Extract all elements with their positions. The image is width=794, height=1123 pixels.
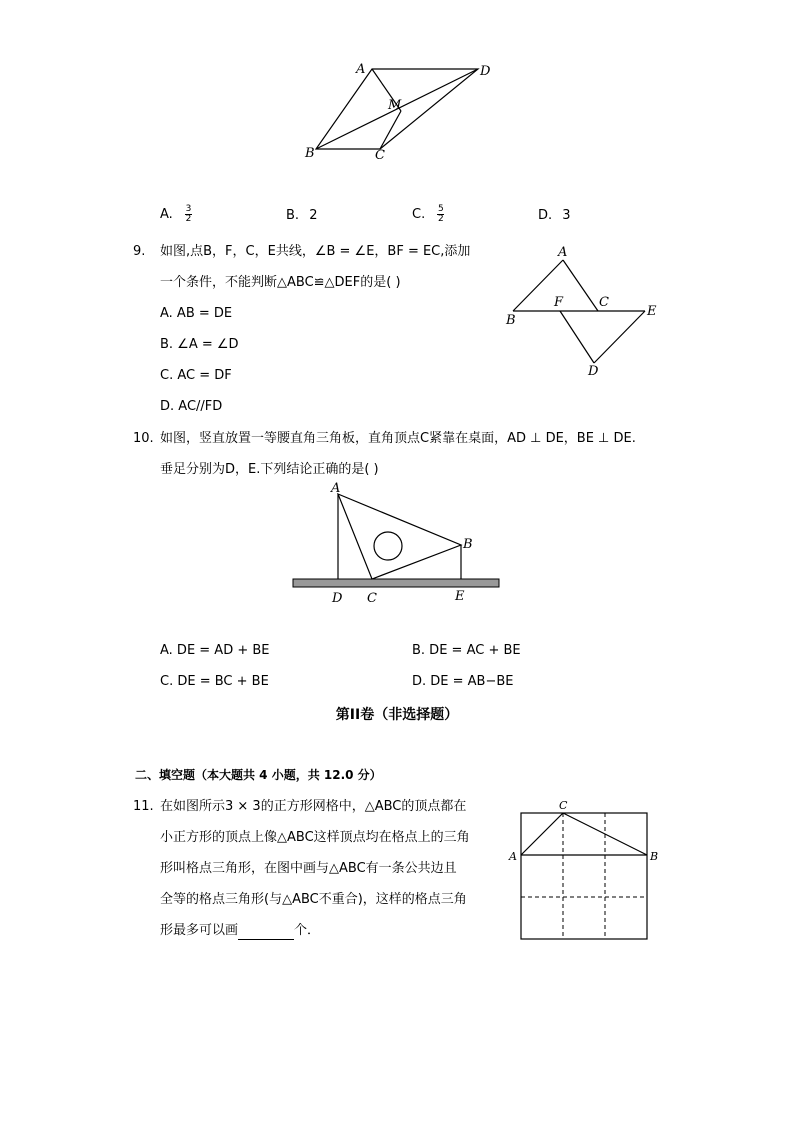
- q9-stem-line1: 如图,点B，F，C，E共线，∠B = ∠E，BF = EC,添加: [160, 244, 471, 259]
- q9-label-e: E: [647, 304, 657, 319]
- label-c: C: [375, 148, 385, 163]
- q8-a-denominator: 2: [185, 214, 192, 224]
- label-b: B: [305, 146, 315, 161]
- q10-option-d[interactable]: D. DE = AB−BE: [412, 674, 514, 689]
- q8-figure: [300, 55, 500, 165]
- q8-option-a-label: A.: [160, 207, 173, 222]
- q11-line5-pre: 形最多可以画: [160, 923, 239, 938]
- q9-label-b: B: [506, 313, 516, 328]
- q11-grid-figure: [505, 796, 665, 946]
- q10-option-b[interactable]: B. DE = AC + BE: [412, 643, 521, 658]
- q10-option-a[interactable]: A. DE = AD + BE: [160, 643, 270, 658]
- label-m: M: [388, 98, 402, 113]
- q11-line5-post: 个．: [294, 923, 321, 938]
- answer-blank[interactable]: [238, 925, 294, 940]
- q10-stem-line2: 垂足分别为D，E.下列结论正确的是( ): [160, 462, 379, 477]
- q11-stem-line1: 在如图所示3 × 3的正方形网格中，△ABC的顶点都在: [160, 799, 467, 814]
- q9-label-c: C: [599, 295, 609, 310]
- q11-label-a: A: [509, 850, 517, 863]
- q9-option-c[interactable]: C. AC = DF: [160, 368, 232, 383]
- q9-label-a: A: [558, 245, 568, 260]
- q8-option-b-value: 2: [309, 208, 318, 223]
- q8-option-a-fraction: [185, 205, 192, 224]
- q10-figure: [285, 478, 515, 608]
- q11-label-c: C: [559, 799, 568, 812]
- q9-option-a[interactable]: A. AB = DE: [160, 306, 233, 321]
- q10-label-e: E: [455, 589, 465, 604]
- label-d: D: [480, 64, 491, 79]
- q8-option-c-label: C.: [412, 207, 426, 222]
- q8-option-c[interactable]: [412, 205, 444, 224]
- q8-option-d-label: D.: [538, 208, 553, 223]
- q10-stem-line1: 如图，竖直放置一等腰直角三角板，直角顶点C紧靠在桌面，AD ⊥ DE，BE ⊥ DE.: [160, 431, 636, 446]
- q9-option-b[interactable]: B. ∠A = ∠D: [160, 337, 239, 352]
- q8-option-d-value: 3: [562, 208, 571, 223]
- q11-stem-line4: 全等的格点三角形(与△ABC不重合)，这样的格点三角: [160, 892, 467, 907]
- q9-stem-line2: 一个条件，不能判断△ABC≌△DEF的是( ): [160, 275, 401, 290]
- q8-option-c-fraction: [437, 205, 444, 224]
- q10-label-c: C: [367, 591, 377, 606]
- q8-c-numerator: 5: [437, 204, 444, 214]
- q10-option-c[interactable]: C. DE = BC + BE: [160, 674, 269, 689]
- label-a: A: [356, 62, 366, 77]
- q8-option-a[interactable]: [160, 205, 192, 224]
- q9-option-d[interactable]: D. AC//FD: [160, 399, 223, 414]
- q10-number: 10.: [133, 431, 154, 446]
- q8-a-numerator: 3: [185, 204, 192, 214]
- q8-option-b-label: B.: [286, 208, 300, 223]
- q9-number: 9.: [133, 244, 146, 259]
- q10-label-d: D: [332, 591, 343, 606]
- q11-stem-line2: 小正方形的顶点上像△ABC这样顶点均在格点上的三角: [160, 830, 470, 845]
- q9-label-f: F: [554, 295, 564, 310]
- q10-label-a: A: [331, 481, 341, 496]
- q11-number: 11.: [133, 799, 154, 814]
- q11-label-b: B: [650, 850, 659, 863]
- q9-figure: [500, 240, 670, 380]
- part2-title: 第II卷（非选择题）: [335, 707, 459, 723]
- q11-stem-line3: 形叫格点三角形，在图中画与△ABC有一条公共边且: [160, 861, 457, 876]
- q8-option-d[interactable]: [538, 207, 571, 225]
- section2-title: 二、填空题（本大题共 4 小题，共 12.0 分）: [135, 768, 382, 782]
- q8-c-denominator: 2: [437, 214, 444, 224]
- q8-option-b[interactable]: [286, 207, 317, 225]
- q11-stem-line5: [160, 922, 320, 940]
- q9-label-d: D: [588, 364, 599, 379]
- q10-label-b: B: [463, 537, 473, 552]
